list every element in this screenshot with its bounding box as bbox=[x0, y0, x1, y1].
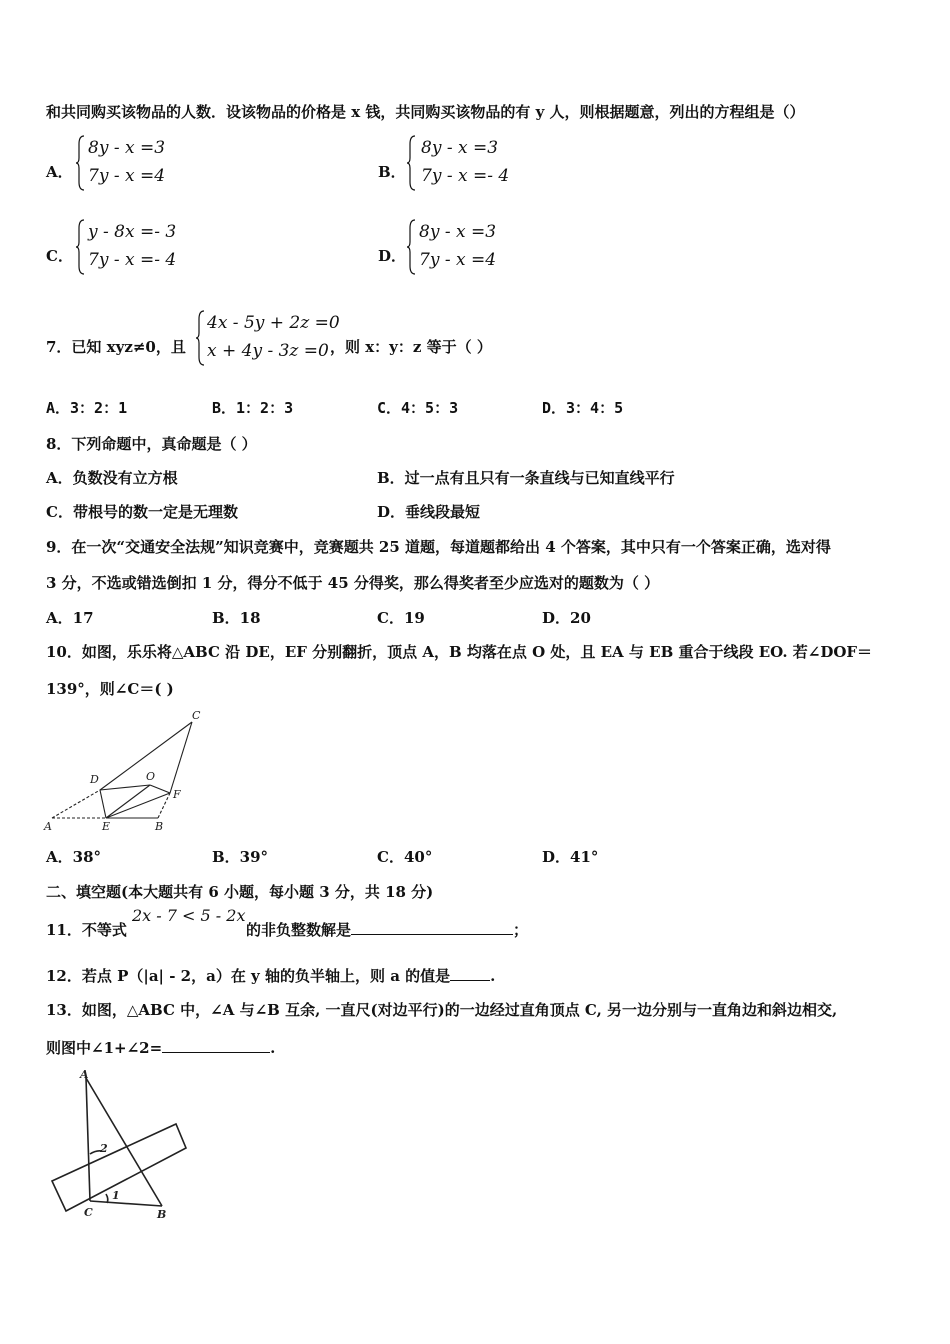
segment-of bbox=[150, 785, 170, 793]
segment-ad bbox=[52, 790, 100, 818]
q10-option-c: C．40° bbox=[377, 848, 433, 866]
brace-icon bbox=[76, 218, 86, 276]
q7-option-d: D．3：4：5 bbox=[542, 399, 624, 417]
segment-cf bbox=[170, 722, 192, 793]
answer-blank bbox=[351, 920, 513, 935]
q10-line-1: 10．如图，乐乐将△ABC 沿 DE，EF 分别翻折，顶点 A，B 均落在点 O 处，且 EA 与 EB 重合于线段 EO. 若∠DOF＝ bbox=[46, 643, 873, 661]
equation: 8y - x =3 bbox=[419, 222, 497, 242]
q6-option-a-label: A． bbox=[46, 163, 73, 181]
figure-label-b: B bbox=[155, 820, 164, 833]
q10-line-2: 139°，则∠C＝( ) bbox=[46, 680, 174, 698]
equation: 4x - 5y + 2z =0 bbox=[207, 313, 340, 333]
q11-suffix bbox=[246, 920, 528, 940]
q9-option-b: B．18 bbox=[212, 609, 261, 627]
figure-label-b: B bbox=[157, 1208, 167, 1221]
figure-label-e: E bbox=[102, 820, 111, 833]
figure-label-c: C bbox=[192, 709, 201, 722]
q6-option-c-system bbox=[88, 218, 176, 274]
segment-de bbox=[100, 790, 106, 818]
equation: 7y - x =- 4 bbox=[88, 250, 177, 270]
q8-option-c: C．带根号的数一定是无理数 bbox=[46, 503, 238, 521]
q7-option-a: A．3：2：1 bbox=[46, 399, 128, 417]
q9-option-d: D．20 bbox=[542, 609, 591, 627]
brace-icon bbox=[407, 218, 417, 276]
q6-option-d-system bbox=[419, 218, 496, 274]
equation: 8y - x =3 bbox=[88, 138, 166, 158]
q6-option-c-label: C． bbox=[46, 247, 73, 265]
q7-prefix: 7．已知 xyz≠0，且 bbox=[46, 338, 186, 356]
q6-option-a-system bbox=[88, 134, 165, 190]
q9-line-2: 3 分，不选或错选倒扣 1 分，得分不低于 45 分得奖，那么得奖者至少应选对的题数为（ ） bbox=[46, 574, 660, 592]
equation: 7y - x =4 bbox=[419, 250, 497, 270]
hypotenuse-ab bbox=[86, 1078, 162, 1206]
figure-label-1: 1 bbox=[112, 1189, 120, 1202]
figure-label-a: A bbox=[44, 820, 52, 833]
brace-icon bbox=[196, 309, 206, 367]
equation: y - 8x =- 3 bbox=[88, 222, 177, 242]
q13-line-2 bbox=[46, 1038, 275, 1058]
q8-option-a: A．负数没有立方根 bbox=[46, 469, 178, 487]
q13-ruler-figure bbox=[46, 1066, 196, 1226]
figure-label-c: C bbox=[84, 1206, 93, 1219]
q6-stem: 和共同购买该物品的人数．设该物品的价格是 x 钱，共同购买该物品的有 y 人，则根据题意，列出的方程组是（） bbox=[46, 103, 805, 121]
section-heading: 二、填空题(本大题共有 6 小题，每小题 3 分，共 18 分) bbox=[46, 883, 434, 901]
q10-triangle-figure bbox=[40, 705, 210, 835]
q10-option-d: D．41° bbox=[542, 848, 599, 866]
figure-label-o: O bbox=[146, 770, 156, 783]
q10-option-b: B．39° bbox=[212, 848, 269, 866]
q8-option-b: B．过一点有且只有一条直线与已知直线平行 bbox=[377, 469, 675, 487]
answer-blank bbox=[162, 1038, 270, 1053]
q7-suffix: ，则 x：y：z 等于（ ） bbox=[330, 338, 492, 356]
segment-ef bbox=[106, 793, 170, 818]
equation: 7y - x =4 bbox=[88, 166, 166, 186]
q11-suffix-text: 的非负整数解是 bbox=[246, 921, 352, 939]
q8-stem: 8．下列命题中，真命题是（ ） bbox=[46, 435, 257, 453]
q7-option-c: C．4：5：3 bbox=[377, 399, 459, 417]
leg-ac bbox=[86, 1078, 90, 1201]
answer-blank bbox=[450, 966, 490, 981]
figure-label-f: F bbox=[173, 788, 181, 801]
q8-option-d: D．垂线段最短 bbox=[377, 503, 481, 521]
equation: 8y - x =3 bbox=[421, 138, 499, 158]
q12-text bbox=[46, 966, 495, 986]
q13-end: . bbox=[270, 1039, 276, 1057]
q9-line-1: 9．在一次“交通安全法规”知识竞赛中，竞赛题共 25 道题，每道题都给出 4 个答案，其中只有一个答案正确，选对得 bbox=[46, 538, 831, 556]
q9-option-c: C．19 bbox=[377, 609, 425, 627]
q6-option-b-label: B． bbox=[378, 163, 406, 181]
segment-eo bbox=[106, 785, 150, 818]
q12-end: . bbox=[490, 967, 496, 985]
q11-end: ； bbox=[513, 921, 529, 939]
leg-cb bbox=[90, 1201, 162, 1206]
q7-system bbox=[207, 309, 340, 365]
figure-label-2: 2 bbox=[100, 1142, 108, 1155]
q6-option-b-system bbox=[421, 134, 509, 190]
q6-option-d-label: D． bbox=[378, 247, 407, 265]
brace-icon bbox=[76, 134, 86, 192]
q12-stem: 12．若点 P（|a| - 2，a）在 y 轴的负半轴上，则 a 的值是 bbox=[46, 967, 451, 985]
figure-label-a: A bbox=[80, 1068, 89, 1081]
equation: x + 4y - 3z =0 bbox=[207, 341, 329, 361]
segment-do bbox=[100, 785, 150, 790]
q9-option-a: A．17 bbox=[46, 609, 94, 627]
q11-inequality: 2x - 7 < 5 - 2x bbox=[132, 906, 246, 925]
brace-icon bbox=[407, 134, 417, 192]
equation: 7y - x =- 4 bbox=[421, 166, 510, 186]
figure-label-d: D bbox=[90, 773, 99, 786]
q13-line-2-text: 则图中∠1+∠2= bbox=[46, 1039, 163, 1057]
q13-line-1: 13．如图，△ABC 中，∠A 与∠B 互余, 一直尺(对边平行)的一边经过直角顶点 C, 另一边分别与一直角边和斜边相交, bbox=[46, 1001, 838, 1019]
q11-prefix: 11．不等式 bbox=[46, 921, 127, 939]
q7-option-b: B．1：2：3 bbox=[212, 399, 294, 417]
q10-option-a: A．38° bbox=[46, 848, 102, 866]
